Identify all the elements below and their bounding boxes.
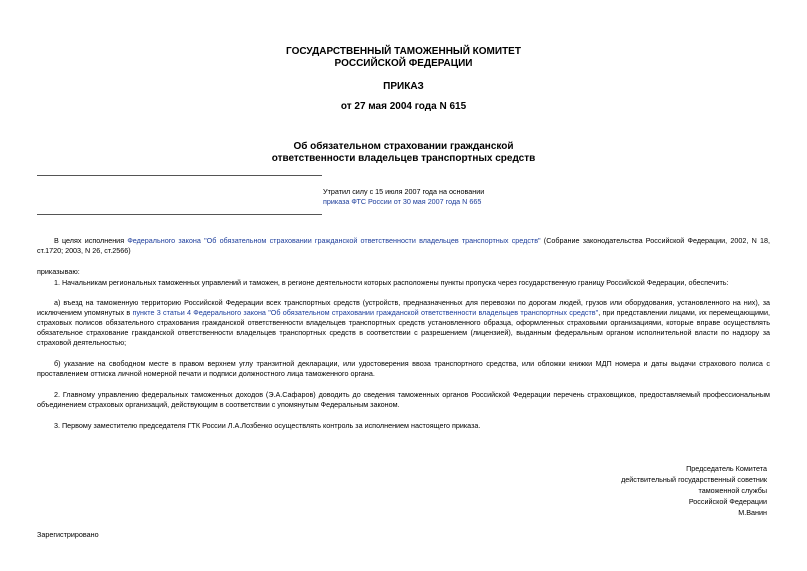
item-1a-text-start: а) въезд на таможенную территорию Российской Федерации всех транспортных средств (устройств, предназначенных для перевозки по дорогам людей, грузов или оборудования, установленного на них), за исключением упомянутых в: [37, 298, 770, 317]
document-title-line-1: Об обязательном страховании гражданской: [293, 141, 514, 152]
validity-note: Утратил силу с 15 июля 2007 года на основании: [323, 187, 485, 196]
paragraph-item-3: 3. Первому заместителю председателя ГТК России Л.А.Лозбенко осуществлять контроль за исполнением настоящего приказа.: [54, 421, 481, 430]
item-1a-text-end: , при представлении лицами, их перемещающими, страховых полисов обязательного страхования гражданской ответственности владельцев транспортных средств установленного образца, оформленных страховыми организациями, которые вправе осуществлять обязательное страхование гражданской ответственности владельцев транспортных средств в соответствии с разрешением (лицензией), выданным федеральным органом исполнительной власти по надзору за страховой деятельностью;: [37, 308, 770, 347]
document-type: ПРИКАЗ: [383, 81, 424, 92]
divider-top: [37, 175, 322, 176]
signature-line-4: Российской Федерации: [688, 497, 767, 506]
signature-line-1: Председатель Комитета: [686, 464, 767, 473]
issuer-line-2: РОССИЙСКОЙ ФЕДЕРАЦИИ: [334, 58, 473, 69]
registered-label: Зарегистрировано: [37, 530, 99, 539]
document-date-number: от 27 мая 2004 года N 615: [340, 101, 467, 112]
preamble-text-start: В целях исполнения: [54, 236, 128, 245]
divider-bottom: [37, 214, 322, 215]
paragraph-item-2: 2. Главному управлению федеральных таможенных доходов (Э.А.Сафаров) доводить до сведения таможенных органов Российской Федерации перечень страховщиков, предоставляемый профессиональным объединением страховых организаций, действующим в соответствии с упомянутым Федеральным законом.: [37, 390, 770, 409]
issuer-line-1: ГОСУДАРСТВЕННЫЙ ТАМОЖЕННЫЙ КОМИТЕТ: [286, 46, 521, 57]
document-title-line-2: ответственности владельцев транспортных средств: [271, 153, 536, 164]
paragraph-item-1b: б) указание на свободном месте в правом верхнем углу транзитной декларации, или удостоверения ввоза транспортного средства, или обложки книжки МДП номера и даты выдачи страхового полиса с проставлением оттиска личной номерной печати и подписи должностного лица таможенного органа.: [37, 359, 770, 378]
signature-line-2: действительный государственный советник: [621, 475, 767, 484]
signature-line-3: таможенной службы: [698, 486, 767, 495]
validity-note-link[interactable]: приказа ФТС России от 30 мая 2007 года N 665: [323, 197, 482, 206]
paragraph-item-1: 1. Начальникам региональных таможенных управлений и таможен, в регионе деятельности которых расположены пункты пропуска через государственную границу Российской Федерации, обеспечить:: [54, 278, 729, 287]
federal-law-link[interactable]: Федерального закона "Об обязательном страховании гражданской ответственности владельцев транспортных средств": [127, 236, 541, 245]
paragraph-preamble: [37, 236, 770, 256]
paragraph-item-1a: [37, 298, 770, 348]
paragraph-order: приказываю:: [37, 267, 80, 276]
preamble-text-end: (Собрание законодательства Российской Федерации, 2002, N 18, ст.1720; 2003, N 26, ст.2566): [37, 236, 770, 255]
signature-name: М.Ванин: [738, 508, 767, 517]
law-article-link[interactable]: пункте 3 статьи 4 Федерального закона "Об обязательном страховании гражданской ответственности владельцев транспортных средств": [132, 308, 599, 317]
